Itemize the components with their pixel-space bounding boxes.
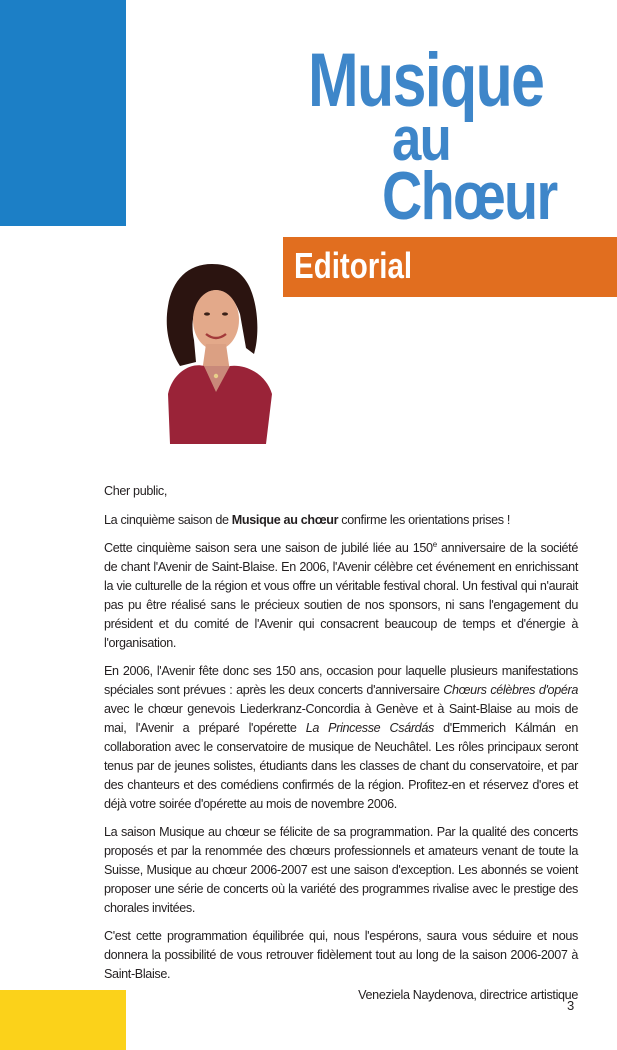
signature: Veneziela Naydenova, directrice artistique xyxy=(358,988,578,1002)
blue-corner-block xyxy=(0,0,126,226)
logo-line-3: Chœur xyxy=(382,157,557,234)
editorial-banner xyxy=(283,237,617,297)
musique-au-choeur-logo xyxy=(300,38,590,234)
logo-line-1: Musique xyxy=(308,38,544,123)
paragraph-5: C'est cette programmation équilibrée qui, nous l'espérons, saura vous séduire et nous donnera la possibilité de vous retrouver fidèlement tout au long de la saison 2006-2007 à Saint-Blaise. xyxy=(104,929,578,981)
bold-title: Musique au chœur xyxy=(231,513,339,527)
page-number: 3 xyxy=(567,998,575,1013)
editorial-letter xyxy=(104,482,578,1005)
logo-line-2: au xyxy=(392,105,451,175)
paragraph-1: La cinquième saison de Musique au chœur confirme les orientations prises ! xyxy=(104,513,510,527)
paragraph-3: En 2006, l'Avenir fête donc ses 150 ans, occasion pour laquelle plusieurs manifestations spéciales sont prévues : après les deux concerts d'anniversaire Chœurs célèbres d'opéra avec le chœur genevois Liederkranz-Concordia à Genève et à Saint-Blaise au mois de mai, l'Avenir a préparé l'opérette La Princesse Csárdás d'Emmerich Kálmán en collaboration avec le conservatoire de musique de Neuchâtel. Les rôles principaux seront tenus par de jeunes solistes, étudiants dans les classes de chant du conservatoire, et par des chanteurs et des comédiens confirmés de la région. Profitez-en et réservez d'ores et déjà votre soirée d'opérette au mois de novembre 2006. xyxy=(104,664,578,811)
paragraph-4: La saison Musique au chœur se félicite de sa programmation. Par la qualité des concerts proposés et par la renommée des chœurs professionnels et amateurs venant de toute la Suisse, Musique au chœur 2006-2007 est une saison d'exception. Les abonnés se voient proposer une série de concerts où la variété des programmes rivalise avec le prestige des chorales invitées. xyxy=(104,825,578,915)
portrait-photo xyxy=(150,262,275,444)
greeting: Cher public, xyxy=(104,484,167,498)
section-title: Editorial xyxy=(294,245,413,286)
paragraph-2: Cette cinquième saison sera une saison de jubilé liée au 150e anniversaire de la société de chant l'Avenir de Saint-Blaise. En 2006, l'Avenir célèbre cet événement en enrichissant la vie culturelle de la région et vous offre un véritable festival choral. Un festival qui n'aurait pas pu être réalisé sans le précieux soutien de nos sponsors, ni sans l'engagement du président et du comité de l'Avenir qui consacrent beaucoup de temps et d'énergie à l'organisation. xyxy=(104,539,578,650)
